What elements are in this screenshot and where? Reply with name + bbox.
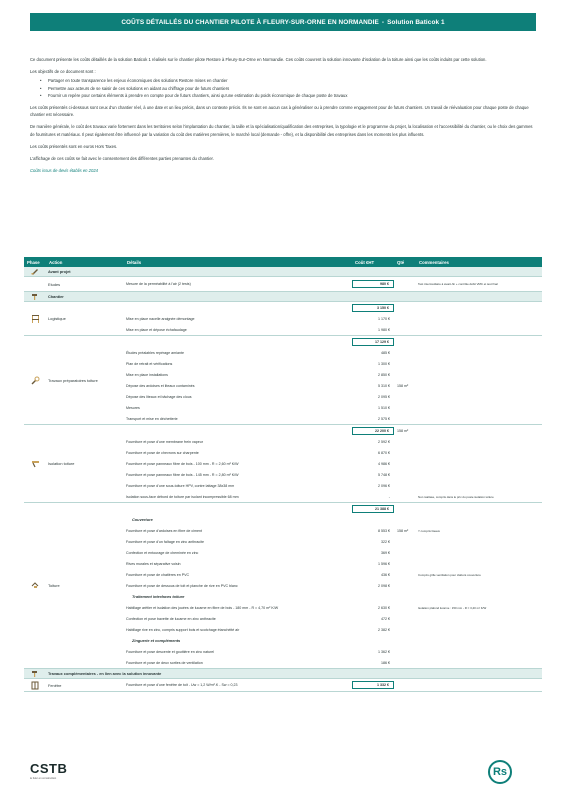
subsection-heading: [124, 635, 542, 646]
objectives-list: [40, 77, 536, 99]
detail-cell: Transport et mise en déchetterie: [126, 416, 178, 421]
detail-cell: Études préalables repérage amiante: [126, 350, 184, 355]
isolation-block: [24, 425, 542, 503]
hammer-icon: [24, 670, 46, 677]
table-row: [124, 569, 542, 580]
section-complementaires: [24, 669, 542, 679]
detail-cell: Fourniture et pose d'ardoises en fibre de ciment: [126, 528, 202, 533]
section-label: Chantier: [48, 294, 64, 299]
cost-table: [24, 257, 542, 692]
cost-cell: 2 382 €: [378, 627, 390, 632]
action-label: Toiture: [48, 583, 60, 588]
table-row: [124, 646, 542, 657]
logistique-block: [24, 302, 542, 336]
comment-cell: Y compris liteaux: [418, 528, 440, 533]
cost-cell: 1 170 €: [378, 316, 390, 321]
comment-cell: Non réalisée, compris dans le prix du poste isolation toiture: [418, 494, 494, 499]
table-row: [124, 313, 542, 324]
intro-paragraph: Les coûts présentés sont en euros Hors Taxes.: [30, 143, 118, 149]
fenetre-block: [24, 679, 542, 692]
cost-cell: 186 €: [381, 660, 390, 665]
total-row: [124, 302, 542, 313]
table-row: [124, 536, 542, 547]
cost-cell: 1 980 €: [378, 327, 390, 332]
qty-cell: 158 m²: [397, 383, 409, 388]
cost-cell: 4 986 €: [378, 461, 390, 466]
cost-cell: 6 870 €: [378, 450, 390, 455]
section-label: Travaux complémentaires - en lien avec la solution innovante: [48, 671, 162, 676]
table-row: [124, 277, 542, 291]
wrench-icon: [24, 376, 46, 385]
cost-cell: 8 553 €: [378, 528, 390, 533]
header-details: Détails: [127, 259, 142, 265]
total-row: [124, 503, 542, 514]
cost-cell: 2 575 €: [378, 416, 390, 421]
detail-cell: Fourniture et pose d'une fenêtre de toit - Uw = 1,2 W/m².K - Sw = 0,23: [126, 683, 238, 687]
hammer-icon: [24, 293, 46, 300]
detail-cell: Fourniture et pose de chevrons sur charpente: [126, 450, 199, 455]
cost-cell: 472 €: [381, 616, 390, 621]
table-row: [124, 369, 542, 380]
window-icon: [24, 681, 46, 690]
table-row: [124, 613, 542, 624]
detail-cell: Fourniture et pose d'une membrane frein vapeur: [126, 439, 203, 444]
table-row: [124, 525, 542, 536]
detail-cell: Habillage arêtier et isolation des jouées de lucarne en fibre de bois - 180 mm - R = 4,70 m² K/W: [126, 605, 279, 610]
total-cost: 17 129 €: [352, 338, 394, 346]
objective-item: • Partager en toute transparence les enjeux économiques des solutions Restore mises en chantier: [40, 77, 536, 84]
cost-cell: 2 850 €: [378, 372, 390, 377]
intro-text: [30, 56, 536, 179]
header-cost: Coût €HT: [355, 259, 375, 265]
cost-cell: 436 €: [381, 572, 390, 577]
cost-cell: 322 €: [381, 539, 390, 544]
action-label: Fenêtre: [48, 682, 62, 688]
total-row: [124, 336, 542, 347]
detail-cell: Mise en place installations: [126, 372, 168, 377]
cost-cell: -: [388, 494, 390, 499]
logo-text: CSTB: [30, 761, 68, 776]
intro-paragraph: Ce document présente les coûts détaillés de la solution Baticok 1 réalisés sur le chantier pilote Restore à Fleury-Sur-Orne en Normandie. Ces coûts couvrent la solution innovante d'isolation de la toiture ainsi que les coûts induits par cette solution.: [30, 57, 487, 62]
action-label: Isolation toiture: [48, 461, 75, 466]
total-row: [124, 425, 542, 436]
qty-cell: 158 m²: [397, 428, 409, 433]
table-row: [124, 491, 542, 502]
cost-cell: 1 362 €: [378, 649, 390, 654]
section-label: Avant projet: [48, 269, 71, 274]
table-row: [124, 679, 542, 691]
table-row: [124, 347, 542, 358]
intro-paragraph: L'affichage de ces coûts se fait avec le consentement des différentes parties prenantes du chantier.: [30, 156, 214, 162]
header-qty: Qté: [397, 259, 405, 265]
detail-cell: Fourniture et pose de dessous de toit et planche de rive en PVC blanc: [126, 583, 238, 588]
table-row: [124, 657, 542, 668]
detail-cell: Fourniture et pose descente et gouttière en zinc naturel: [126, 649, 215, 654]
cost-cell: 2 630 €: [378, 605, 390, 610]
cost-cell: 5 748 €: [378, 472, 390, 477]
comment-cell: Isolation plafond lucarne : 150 mm - R = 3,40 m² K/W: [418, 605, 487, 610]
comment-cell: Compris grille ventilation pour claboré couverture: [418, 572, 481, 577]
cstb-logo: [30, 761, 67, 780]
cost-cell: 485 €: [381, 350, 390, 355]
cost-cell: 2 098 €: [378, 583, 390, 588]
cost-cell: 2 096 €: [378, 483, 390, 488]
preparatoires-block: [24, 336, 542, 425]
section-chantier: [24, 292, 542, 302]
detail-cell: Habillage rive en zinc, compris support bois et scotchage étanchéité air: [126, 627, 240, 632]
scaffold-icon: [24, 314, 46, 323]
detail-cell: Plan de retrait et vérifications: [126, 361, 173, 366]
action-label: Etudes: [48, 281, 61, 287]
table-row: [124, 413, 542, 424]
section-avant-projet: [24, 267, 542, 277]
header-phase: Phase: [27, 259, 40, 265]
subsection-heading: [124, 514, 542, 525]
detail-cell: Dépose des liteaux et bâchage des clous: [126, 394, 192, 399]
detail-cell: Confection et entourage de cheminée en zinc: [126, 550, 199, 555]
cost-cell: 369 €: [381, 550, 390, 555]
total-cost: 3 150 €: [352, 304, 394, 312]
detail-cell: Isolation sous-face débord de toiture par isolant incompressible 68 mm: [126, 494, 239, 499]
table-row: [124, 358, 542, 369]
detail-cell: Fourniture et pose panneaux fibre de bois - 145 mm - R = 2,80 m² K/W: [126, 472, 239, 477]
objectives-title: Les objectifs de ce document sont :: [30, 69, 96, 75]
cost-cell: 1 510 €: [378, 405, 390, 410]
header-action: Action: [49, 259, 63, 265]
page-title: COÛTS DÉTAILLÉS DU CHANTIER PILOTE À FLEURY-SUR-ORNE EN NORMANDIE: [121, 18, 379, 26]
cost-cell: 1 596 €: [378, 561, 390, 566]
cost-cell: 2 592 €: [378, 439, 390, 444]
etudes-block: [24, 277, 542, 292]
detail-cell: Confection et pose bavette de lucarne en zinc anthracite: [126, 616, 216, 621]
cost-cell: 1 300 €: [378, 361, 390, 366]
detail-cell: Dépose des ardoises et liteaux contaminés: [126, 383, 195, 388]
intro-paragraph: Les coûts présentés ci-dessous sont ceux d'un chantier réel, à une date et un lieu précis, dans un contexte précis. Ils ne sont en aucun cas à généraliser ou à prendre comme engagement pour de futurs chantiers. Un travail de réévaluation pour chaque poste de chaque chantier est nécessaire.: [30, 105, 529, 118]
objective-item: • Permettre aux acteurs de se saisir de ces solutions en aidant au chiffrage pour de futurs chantiers: [40, 85, 536, 92]
detail-cell: Fourniture et pose d'un faîtage en zinc anthracite: [126, 539, 205, 544]
source-note: Coûts issus de devis établis en 2024: [30, 168, 98, 174]
table-row: [124, 624, 542, 635]
table-row: [124, 580, 542, 591]
title-separator: -: [381, 18, 385, 26]
table-row: [124, 558, 542, 569]
table-row: [124, 547, 542, 558]
detail-cell: Mesure de la perméabilité à l'air (2 tests): [126, 282, 191, 286]
subsection-heading: [124, 591, 542, 602]
detail-cell: Fourniture et pose panneaux fibre de bois - 100 mm - R = 2,60 m² K/W: [126, 461, 239, 466]
intro-paragraph: De manière générale, le coût des travaux varie fortement dans les territoires selon l'implantation du chantier, la taille et la spécialisation/qualification des entreprises, la typologie et le programme du projet, la localisation et l'accessibilité du chantier, ou le choix des gammes de fournitures et matériaux. Il peut également être influencé par la variation du coût des matières premières, le marché local (demande - offre), et la disponibilité des entreprises dans les moments les plus influents.: [30, 124, 533, 137]
detail-cell: Mise en place nacelle araignée démontage: [126, 316, 195, 321]
detail-cell: Rives murales et séparative voisin: [126, 561, 181, 566]
table-row: [124, 402, 542, 413]
objective-item: • Fournir un repère pour certains éléments à prendre en compte pour de futurs chantiers, ainsi qu'une estimation du poids économique de chaque poste de travaux: [40, 92, 536, 99]
subsection-label: Couverture: [132, 517, 153, 522]
logo-subtitle: le futur en construction: [30, 777, 57, 780]
action-label: Travaux préparatoires toiture: [48, 377, 98, 383]
action-label: Logistique: [48, 316, 66, 321]
table-row: [124, 469, 542, 480]
cost-cell: 5 310 €: [378, 383, 390, 388]
qty-cell: 158 m²: [397, 528, 409, 533]
cost-cell: 1 332 €: [352, 681, 394, 689]
pencil-ruler-icon: [24, 268, 46, 275]
cost-cell: 2 095 €: [378, 394, 390, 399]
detail-cell: Fourniture et pose de chatières en PVC: [126, 572, 190, 577]
table-row: [124, 447, 542, 458]
cost-cell: 980 €: [352, 280, 394, 288]
table-row: [124, 380, 542, 391]
total-cost: 22 200 €: [352, 427, 394, 435]
restore-badge-icon: Rs: [488, 760, 512, 784]
total-cost: 21 388 €: [352, 505, 394, 513]
insulation-tool-icon: [24, 459, 46, 468]
page-subtitle: Solution Baticok 1: [387, 18, 445, 26]
detail-cell: Mesures: [126, 405, 140, 410]
subsection-label: Traitement interfaces toiture: [132, 594, 185, 599]
detail-cell: Fourniture et pose d'une sous-toiture HPV, contre lattage 38x38 mm: [126, 483, 235, 488]
table-row: [124, 436, 542, 447]
toiture-block: [24, 503, 542, 669]
table-row: [124, 480, 542, 491]
detail-cell: Mise en place et dépose échafaudage: [126, 327, 187, 332]
title-banner: [30, 13, 536, 31]
table-row: [124, 324, 542, 335]
detail-cell: Fourniture et pose de deux sorties de ventilation: [126, 660, 203, 665]
comment-cell: Test intermédiaire à avant-fin + contrôle débit VMC et test final: [418, 282, 498, 286]
roof-tool-icon: [24, 581, 46, 590]
subsection-label: Zinguerie et compléments: [132, 638, 181, 643]
table-row: [124, 391, 542, 402]
header-comments: Commentaires: [419, 259, 449, 265]
table-header: [24, 257, 542, 267]
table-row: [124, 602, 542, 613]
table-row: [124, 458, 542, 469]
